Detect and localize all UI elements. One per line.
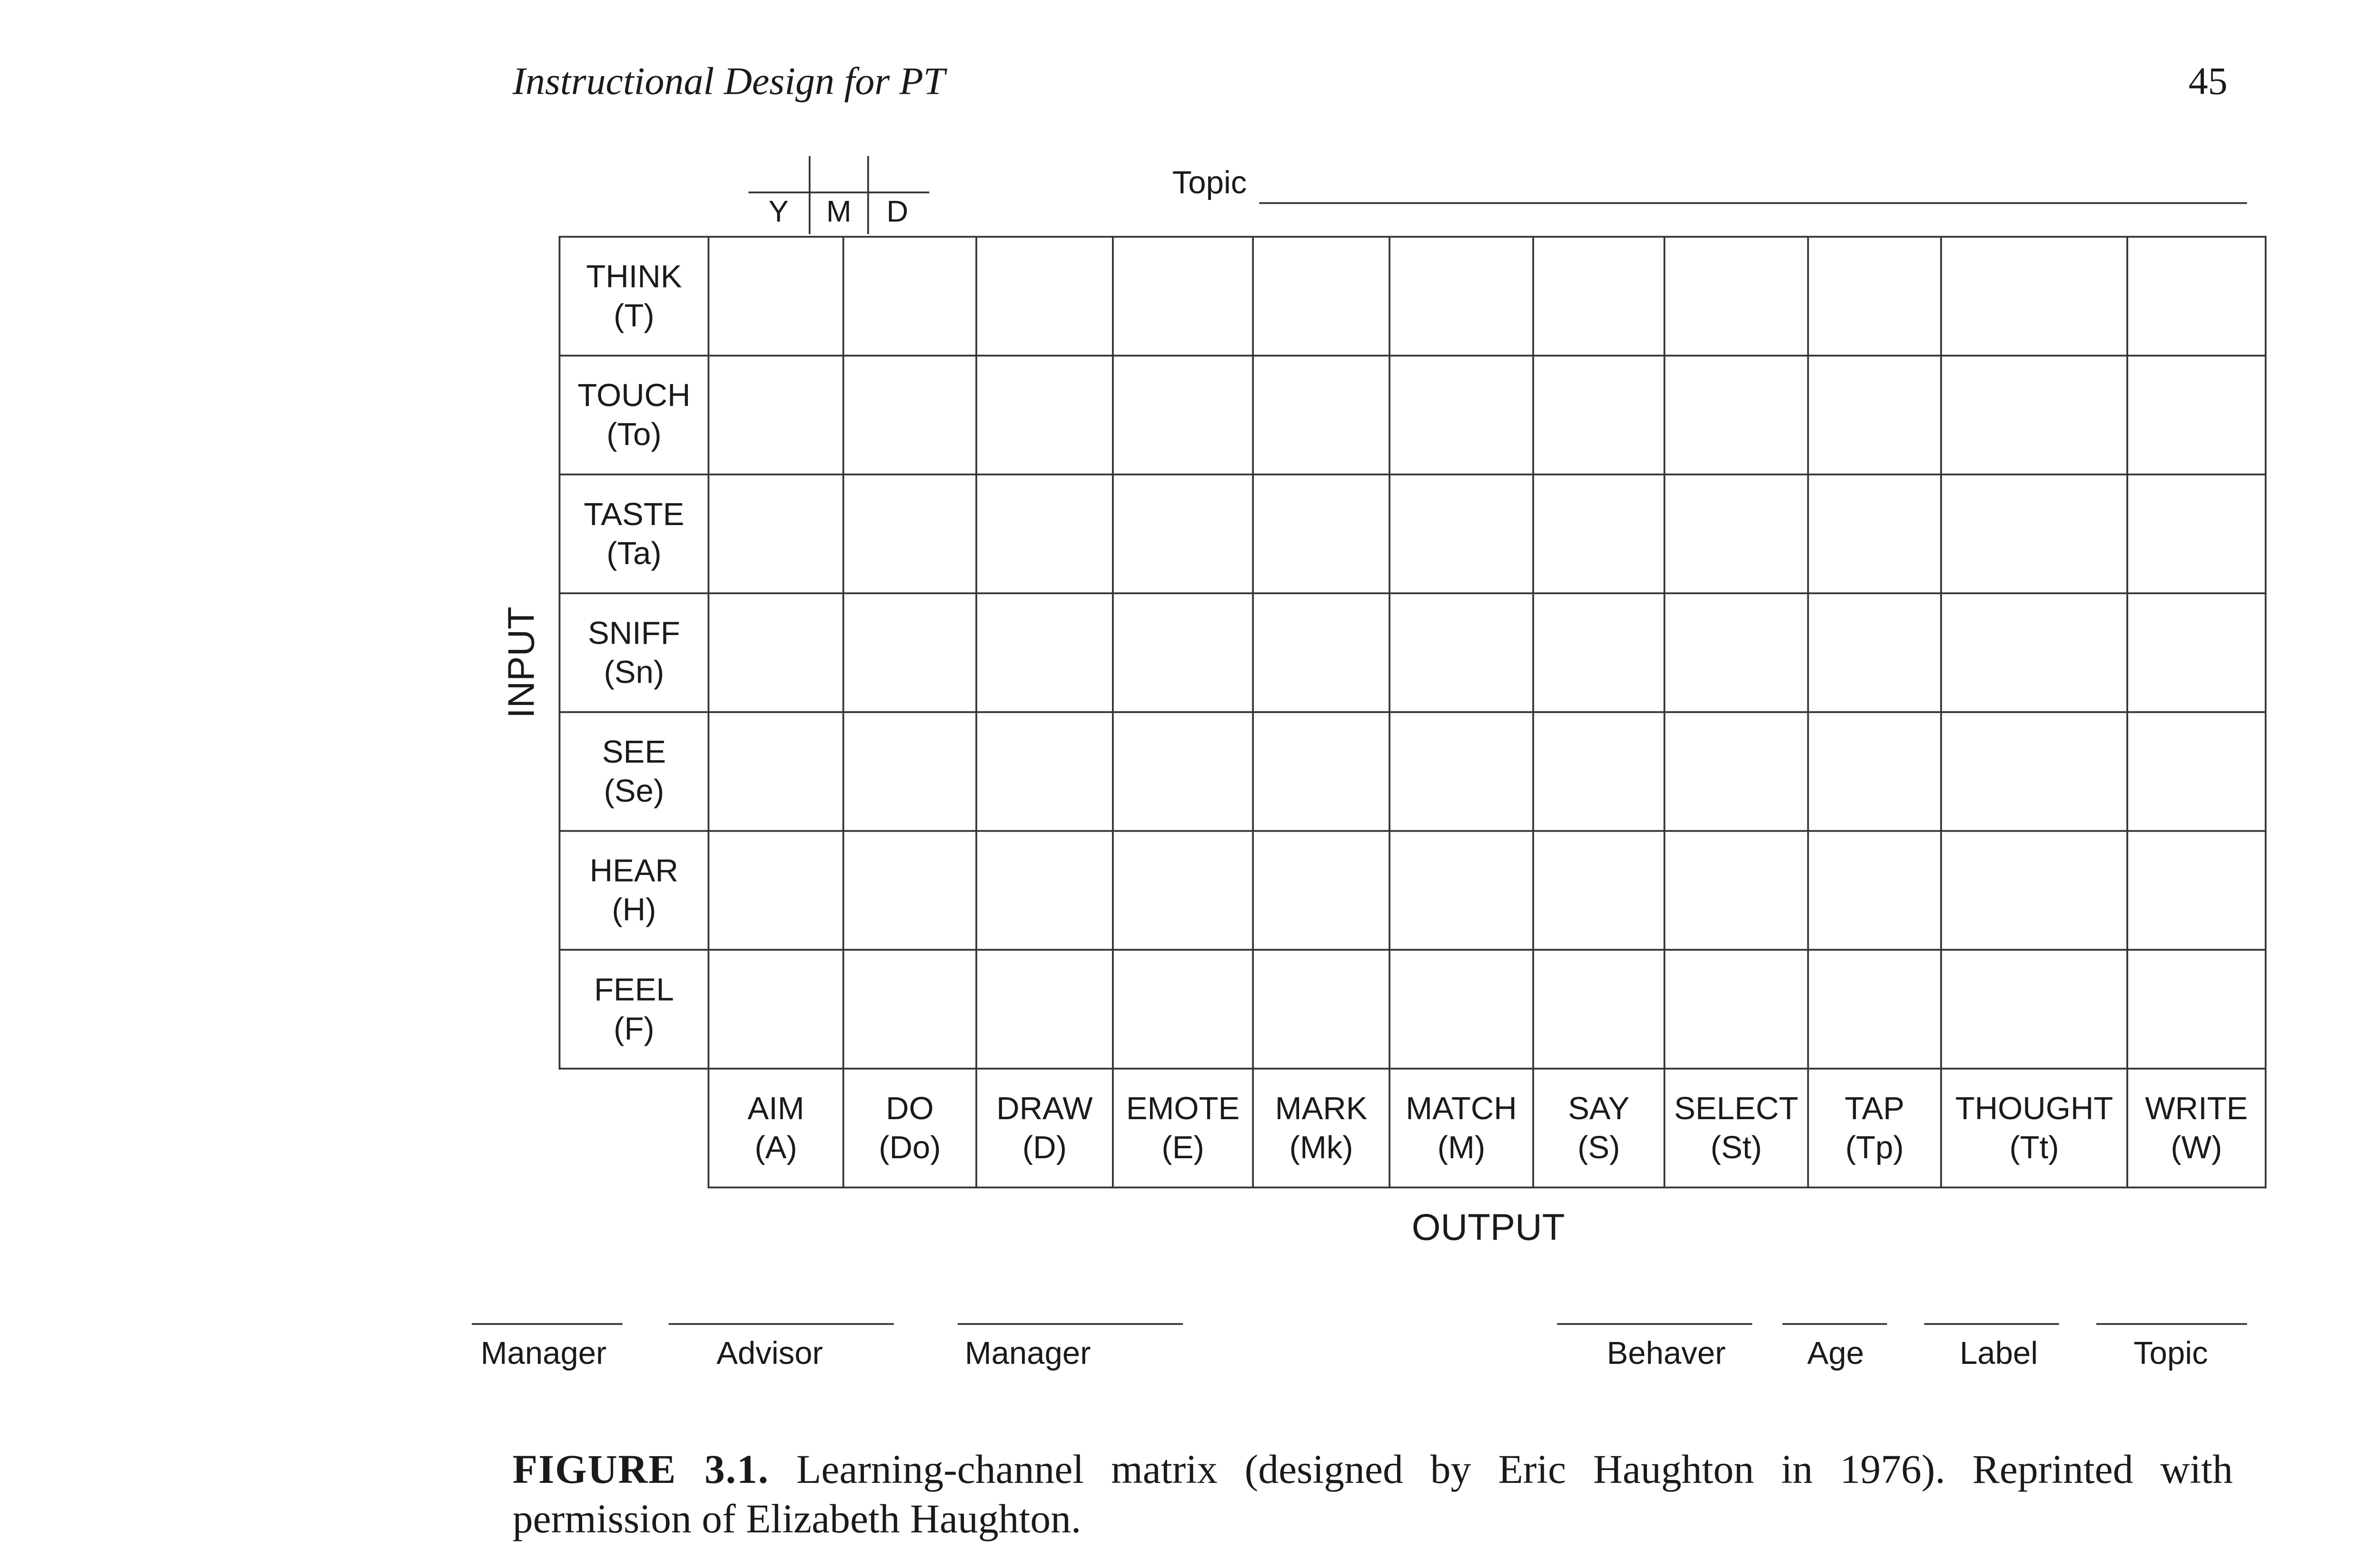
input-channel-label bbox=[559, 475, 708, 594]
matrix-cell[interactable] bbox=[1808, 475, 1941, 594]
signature-field-advisor bbox=[669, 1323, 894, 1372]
matrix-cell[interactable] bbox=[1941, 237, 2127, 356]
output-channel-name: THOUGHT bbox=[1955, 1091, 2113, 1126]
matrix-cell[interactable] bbox=[1113, 593, 1253, 712]
matrix-cell[interactable] bbox=[1808, 593, 1941, 712]
matrix-row bbox=[559, 950, 2265, 1069]
output-channel-name: SAY bbox=[1568, 1091, 1630, 1126]
input-channel-name: THINK bbox=[586, 258, 682, 295]
matrix-cell[interactable] bbox=[1253, 237, 1389, 356]
output-channel-name: EMOTE bbox=[1126, 1091, 1240, 1126]
output-channel-name: DO bbox=[886, 1091, 934, 1126]
output-channel-code: (W) bbox=[2171, 1130, 2222, 1165]
matrix-cell[interactable] bbox=[1113, 950, 1253, 1069]
output-channel-name: AIM bbox=[747, 1091, 804, 1126]
signature-line bbox=[1557, 1323, 1752, 1325]
matrix-cell[interactable] bbox=[843, 237, 976, 356]
output-channel-code: (Tt) bbox=[2009, 1130, 2059, 1165]
input-channel-label bbox=[559, 831, 708, 950]
matrix-cell[interactable] bbox=[1808, 237, 1941, 356]
output-channel-code: (Tp) bbox=[1845, 1130, 1904, 1165]
matrix-cell[interactable] bbox=[1533, 593, 1665, 712]
matrix-cell[interactable] bbox=[1389, 712, 1533, 831]
matrix-cell[interactable] bbox=[1941, 593, 2127, 712]
matrix-cell[interactable] bbox=[708, 712, 843, 831]
matrix-cell[interactable] bbox=[1665, 356, 1808, 475]
input-channel-name: SEE bbox=[602, 734, 666, 770]
input-channel-code: (Sn) bbox=[604, 654, 664, 690]
topic-label: Topic bbox=[1172, 165, 1247, 201]
page-number: 45 bbox=[2188, 58, 2228, 103]
matrix-cell[interactable] bbox=[976, 950, 1113, 1069]
output-channel-code: (A) bbox=[754, 1130, 797, 1165]
output-channel-code: (D) bbox=[1022, 1130, 1067, 1165]
matrix-cell[interactable] bbox=[708, 593, 843, 712]
matrix-cell[interactable] bbox=[976, 356, 1113, 475]
date-box bbox=[748, 156, 929, 234]
output-channel-name: TAP bbox=[1844, 1091, 1904, 1126]
matrix-cell[interactable] bbox=[1533, 356, 1665, 475]
matrix-cell[interactable] bbox=[2127, 237, 2266, 356]
matrix-cell[interactable] bbox=[1665, 831, 1808, 950]
matrix-cell[interactable] bbox=[1533, 237, 1665, 356]
figure-caption bbox=[513, 1446, 2233, 1545]
matrix-cell[interactable] bbox=[1533, 831, 1665, 950]
input-channel-name: SNIFF bbox=[588, 615, 680, 651]
matrix-cell[interactable] bbox=[1253, 831, 1389, 950]
output-channel-label bbox=[1808, 1069, 1941, 1188]
output-channel-label bbox=[976, 1069, 1113, 1188]
running-title: Instructional Design for PT bbox=[512, 58, 945, 103]
matrix-row bbox=[559, 356, 2265, 475]
date-month-label: M bbox=[826, 195, 852, 229]
matrix-cell[interactable] bbox=[1533, 950, 1665, 1069]
matrix-cell[interactable] bbox=[976, 593, 1113, 712]
output-channel-name: MATCH bbox=[1406, 1091, 1517, 1126]
matrix-cell[interactable] bbox=[1113, 475, 1253, 594]
output-channel-code: (E) bbox=[1161, 1130, 1204, 1165]
input-channel-code: (H) bbox=[612, 892, 656, 928]
output-channel-label bbox=[708, 1069, 843, 1188]
matrix-cell[interactable] bbox=[843, 593, 976, 712]
matrix-cell[interactable] bbox=[1253, 712, 1389, 831]
input-channel-code: (T) bbox=[614, 298, 654, 334]
matrix-cell[interactable] bbox=[843, 712, 976, 831]
signature-line bbox=[669, 1323, 894, 1325]
matrix-cell[interactable] bbox=[2127, 356, 2266, 475]
signature-caption: Label bbox=[1960, 1335, 2038, 1371]
date-box-rule bbox=[748, 191, 929, 193]
output-channel-code: (Mk) bbox=[1289, 1130, 1353, 1165]
matrix-cell[interactable] bbox=[1533, 475, 1665, 594]
input-channel-name: TASTE bbox=[584, 497, 684, 532]
input-channel-label bbox=[559, 237, 708, 356]
input-channel-label bbox=[559, 712, 708, 831]
matrix-cell[interactable] bbox=[1113, 712, 1253, 831]
matrix-cell[interactable] bbox=[1665, 475, 1808, 594]
matrix-cell[interactable] bbox=[1389, 950, 1533, 1069]
matrix-cell[interactable] bbox=[1253, 356, 1389, 475]
matrix-cell[interactable] bbox=[1389, 237, 1533, 356]
matrix-cell[interactable] bbox=[1389, 831, 1533, 950]
input-channel-code: (To) bbox=[606, 417, 662, 453]
output-channel-label bbox=[2127, 1069, 2266, 1188]
figure-label: FIGURE 3.1. bbox=[512, 1447, 770, 1492]
matrix-cell[interactable] bbox=[1253, 593, 1389, 712]
matrix-cell[interactable] bbox=[2127, 593, 2266, 712]
matrix-cell[interactable] bbox=[1665, 712, 1808, 831]
matrix-cell[interactable] bbox=[1533, 712, 1665, 831]
matrix-cell[interactable] bbox=[1113, 356, 1253, 475]
signature-caption: Manager bbox=[480, 1335, 607, 1371]
matrix-corner bbox=[559, 1069, 708, 1188]
signature-field-behaver bbox=[1557, 1323, 1752, 1372]
output-channel-label bbox=[1253, 1069, 1389, 1188]
signature-field-label bbox=[1924, 1323, 2059, 1372]
output-channel-name: MARK bbox=[1275, 1091, 1368, 1126]
output-channel-code: (St) bbox=[1710, 1130, 1762, 1165]
signature-line bbox=[472, 1323, 623, 1325]
output-channel-name: WRITE bbox=[2145, 1091, 2248, 1126]
input-channel-label bbox=[559, 950, 708, 1069]
figure-caption-text: Learning-channel matrix (designed by Eric Haughton in 1976). Reprinted with permission of Elizabeth Haughton. bbox=[512, 1447, 2233, 1541]
input-channel-code: (F) bbox=[614, 1011, 654, 1047]
matrix-cell[interactable] bbox=[976, 831, 1113, 950]
signature-field-topic bbox=[2096, 1323, 2247, 1372]
signature-field-age bbox=[1782, 1323, 1887, 1372]
matrix-cell[interactable] bbox=[1665, 593, 1808, 712]
matrix-cell[interactable] bbox=[1808, 712, 1941, 831]
signature-caption: Advisor bbox=[716, 1335, 823, 1371]
matrix-cell[interactable] bbox=[1808, 831, 1941, 950]
date-day-label: D bbox=[886, 195, 909, 229]
output-axis-label: OUTPUT bbox=[1411, 1208, 1565, 1249]
signature-caption: Topic bbox=[2133, 1335, 2208, 1371]
matrix-row bbox=[559, 831, 2265, 950]
input-channel-label bbox=[559, 356, 708, 475]
matrix-cell[interactable] bbox=[1665, 237, 1808, 356]
output-channel-code: (M) bbox=[1437, 1130, 1486, 1165]
matrix-row bbox=[559, 712, 2265, 831]
learning-channel-matrix bbox=[559, 236, 2267, 1189]
input-channel-name: HEAR bbox=[589, 853, 679, 889]
matrix-cell[interactable] bbox=[708, 950, 843, 1069]
input-channel-name: TOUCH bbox=[577, 378, 691, 414]
output-channel-label bbox=[1389, 1069, 1533, 1188]
signature-caption: Behaver bbox=[1606, 1335, 1726, 1371]
matrix-cell[interactable] bbox=[1113, 237, 1253, 356]
matrix-cell[interactable] bbox=[2127, 950, 2266, 1069]
matrix-cell[interactable] bbox=[708, 831, 843, 950]
matrix-cell[interactable] bbox=[2127, 831, 2266, 950]
input-channel-label bbox=[559, 593, 708, 712]
matrix-cell[interactable] bbox=[976, 237, 1113, 356]
output-channel-code: (S) bbox=[1577, 1130, 1620, 1165]
output-channel-label bbox=[1533, 1069, 1665, 1188]
output-channel-name: SELECT bbox=[1674, 1091, 1799, 1126]
matrix-cell[interactable] bbox=[976, 475, 1113, 594]
output-channel-name: DRAW bbox=[996, 1091, 1093, 1126]
signature-field-manager-2 bbox=[958, 1323, 1183, 1372]
output-channel-code: (Do) bbox=[879, 1130, 941, 1165]
matrix-cell[interactable] bbox=[708, 237, 843, 356]
matrix-cell[interactable] bbox=[708, 475, 843, 594]
matrix-cell[interactable] bbox=[708, 356, 843, 475]
matrix-cell[interactable] bbox=[2127, 712, 2266, 831]
matrix-row bbox=[559, 237, 2265, 356]
matrix-cell[interactable] bbox=[1941, 475, 2127, 594]
input-channel-code: (Ta) bbox=[606, 536, 662, 571]
matrix-cell[interactable] bbox=[1253, 475, 1389, 594]
matrix-cell[interactable] bbox=[1389, 356, 1533, 475]
matrix-cell[interactable] bbox=[843, 475, 976, 594]
input-axis-label: INPUT bbox=[502, 606, 543, 718]
matrix-cell[interactable] bbox=[2127, 475, 2266, 594]
matrix-cell[interactable] bbox=[843, 950, 976, 1069]
signature-line bbox=[2096, 1323, 2247, 1325]
output-channel-label bbox=[1665, 1069, 1808, 1188]
output-channel-label bbox=[1941, 1069, 2127, 1188]
signature-caption: Manager bbox=[964, 1335, 1091, 1371]
output-channel-label bbox=[843, 1069, 976, 1188]
matrix-cell[interactable] bbox=[1389, 475, 1533, 594]
signature-caption: Age bbox=[1807, 1335, 1864, 1371]
output-channel-label bbox=[1113, 1069, 1253, 1188]
signature-field-manager bbox=[472, 1323, 623, 1372]
signature-line bbox=[1782, 1323, 1887, 1325]
matrix-cell[interactable] bbox=[1808, 356, 1941, 475]
matrix-row bbox=[559, 475, 2265, 594]
signature-line bbox=[1924, 1323, 2059, 1325]
matrix-cell[interactable] bbox=[976, 712, 1113, 831]
signature-line bbox=[958, 1323, 1183, 1325]
matrix-row bbox=[559, 593, 2265, 712]
matrix-cell[interactable] bbox=[1941, 356, 2127, 475]
matrix-cell[interactable] bbox=[1113, 831, 1253, 950]
matrix-cell[interactable] bbox=[1389, 593, 1533, 712]
matrix-cell[interactable] bbox=[1941, 831, 2127, 950]
matrix-cell[interactable] bbox=[843, 831, 976, 950]
topic-field-line bbox=[1259, 202, 2247, 204]
matrix-cell[interactable] bbox=[1941, 712, 2127, 831]
input-channel-name: FEEL bbox=[594, 972, 674, 1008]
output-header-row bbox=[559, 1069, 2265, 1188]
matrix-cell[interactable] bbox=[843, 356, 976, 475]
matrix-cell[interactable] bbox=[1808, 950, 1941, 1069]
matrix-cell[interactable] bbox=[1941, 950, 2127, 1069]
matrix-cell[interactable] bbox=[1253, 950, 1389, 1069]
date-year-label: Y bbox=[768, 195, 789, 229]
matrix-cell[interactable] bbox=[1665, 950, 1808, 1069]
input-channel-code: (Se) bbox=[604, 773, 664, 809]
